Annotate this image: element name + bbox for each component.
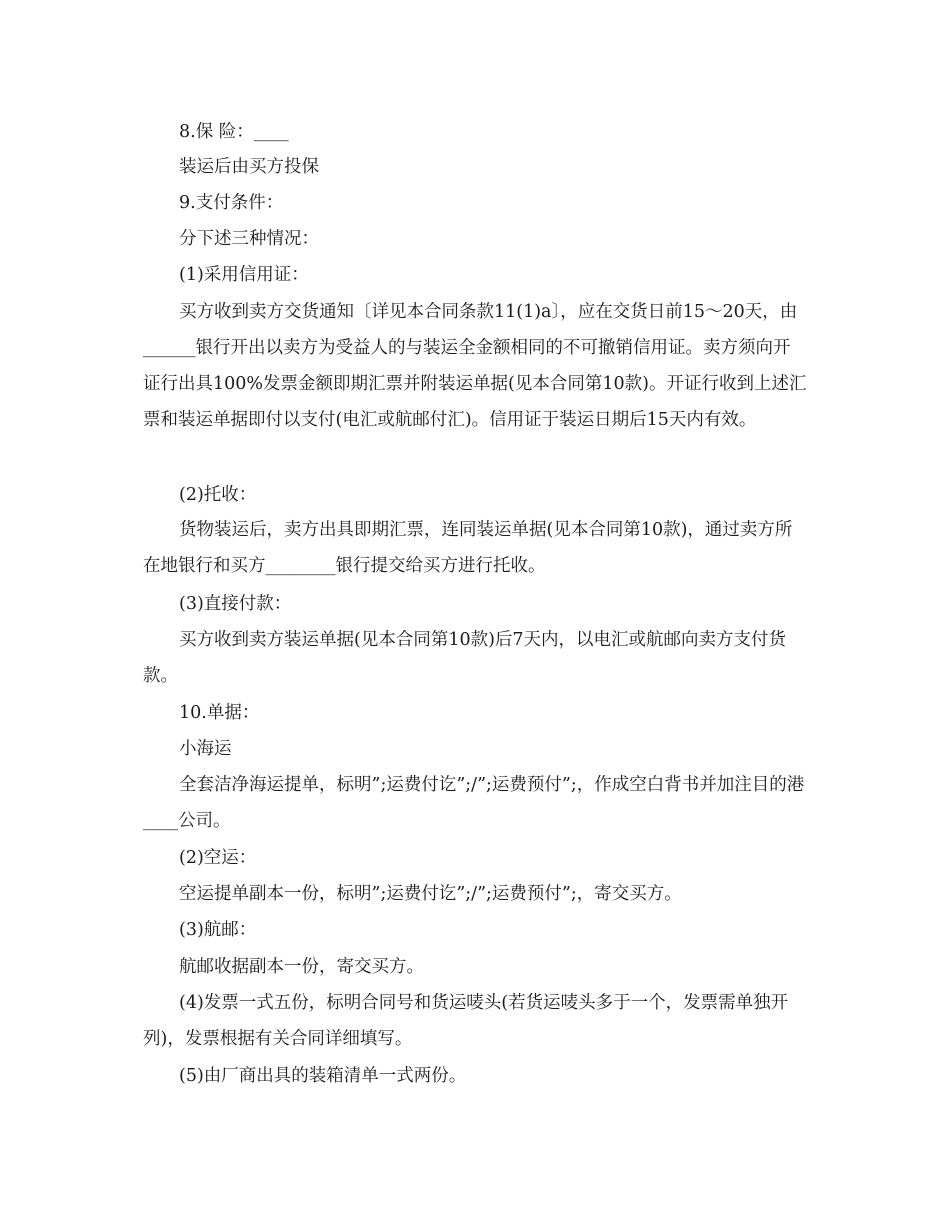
direct-payment-text: 买方收到卖方装运单据(见本合同第10款)后7天内，以电汇或航邮向卖方支付货款。 [143, 630, 787, 686]
clause-9-payment-terms: 9.支付条件： [179, 193, 284, 213]
air-waybill-text: 空运提单副本一份，标明”;运费付讫”;/”;运费预付”;，寄交买方。 [179, 884, 682, 904]
air-transport-heading: (2)空运： [179, 848, 257, 868]
payment-collection-heading: (2)托收： [179, 485, 257, 505]
collection-text: 货物装运后，卖方出具即期汇票，连同装运单据(见本合同第10款)，通过卖方所在地银行和买方________银行提交给买方进行托收。 [143, 520, 793, 576]
insurance-text: 装运后由买方投保 [179, 157, 319, 177]
ocean-shipping-heading: 小海运 [179, 739, 232, 759]
letter-of-credit-text: 买方收到卖方交货通知〔详见本合同条款11(1)a〕，应在交货日前15～20天，由______银行开出以卖方为受益人的与装运全金额相同的不可撤销信用证。卖方须向开证行出具100%发票金额即期汇票并附装运单据(见本合同第10款)。开证行收到上述汇票和装运单据即付以支付(电汇或航邮付汇)。信用证于装运日期后15天内有效。 [143, 302, 807, 430]
packing-list-text: (5)由厂商出具的装箱清单一式两份。 [179, 1066, 467, 1086]
payment-intro: 分下述三种情况： [179, 229, 319, 249]
airmail-heading: (3)航邮： [179, 920, 257, 940]
ocean-bill-of-lading-text: 全套洁净海运提单，标明”;运费付讫”;/”;运费预付”;，作成空白背书并加注目的港____公司。 [143, 775, 805, 831]
clause-8-insurance: 8.保 险：____ [179, 122, 289, 142]
payment-letter-of-credit-heading: (1)采用信用证： [179, 265, 309, 285]
clause-10-documents: 10.单据： [179, 703, 260, 723]
airmail-receipt-text: 航邮收据副本一份，寄交买方。 [179, 957, 424, 977]
invoice-text: (4)发票一式五份，标明合同号和货运唛头(若货运唛头多于一个，发票需单独开列)，发票根据有关合同详细填写。 [143, 993, 789, 1049]
payment-direct-heading: (3)直接付款： [179, 594, 292, 614]
